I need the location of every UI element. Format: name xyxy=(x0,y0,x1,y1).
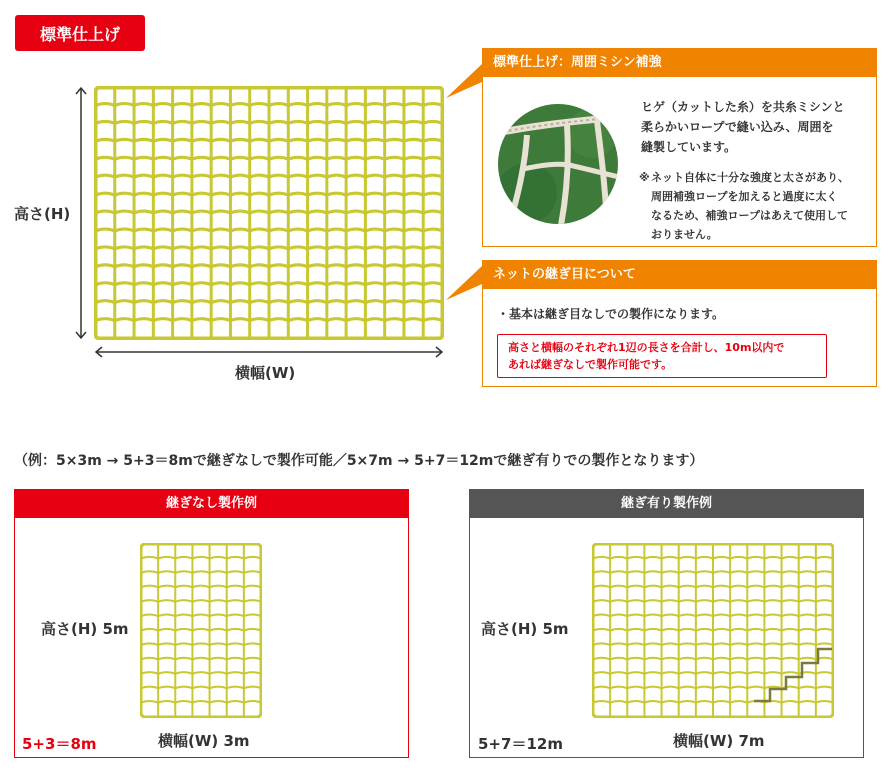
width-label: 横幅(W) xyxy=(235,364,296,382)
seam-width-label: 横幅(W) 7m xyxy=(673,732,765,750)
height-arrow-icon xyxy=(74,86,88,340)
note-mark: ※ xyxy=(639,171,650,184)
height-label: 高さ(H) xyxy=(14,205,71,223)
seam-title: ネットの継ぎ目について xyxy=(483,261,876,289)
seam-panel xyxy=(482,260,877,387)
edge-finish-note xyxy=(639,168,869,244)
desc-line: 縫製しています。 xyxy=(641,140,737,154)
no-seam-title: 継ぎなし製作例 xyxy=(15,490,408,518)
no-seam-height-label: 高さ(H) 5m xyxy=(41,620,129,638)
main-net-image xyxy=(94,86,444,340)
callout-pointer-seam xyxy=(444,266,484,302)
seam-line xyxy=(754,649,832,701)
desc-line: ヒゲ（カットした糸）を共糸ミシンと xyxy=(641,100,845,114)
width-arrow-icon xyxy=(94,345,444,359)
standard-finish-badge xyxy=(15,15,145,51)
no-seam-net-image xyxy=(140,543,262,718)
no-seam-formula: 5+3＝8m xyxy=(22,735,97,753)
note-line: なるため、補強ロープはあえて使用して xyxy=(651,209,849,222)
seam-net-image xyxy=(592,543,834,718)
condition-line: 高さと横幅のそれぞれ1辺の長さを合計し、10m以内で xyxy=(508,341,785,354)
edge-finish-panel xyxy=(482,48,877,247)
seam-height-label: 高さ(H) 5m xyxy=(481,620,569,638)
no-seam-width-label: 横幅(W) 3m xyxy=(158,732,250,750)
note-line: ネット自体に十分な強度と太さがあり、 xyxy=(651,171,849,184)
seam-example-title: 継ぎ有り製作例 xyxy=(470,490,863,518)
callout-pointer-edge xyxy=(444,64,484,100)
seam-bullet: ・基本は継ぎ目なしでの製作になります。 xyxy=(497,307,725,321)
note-line: 周囲補強ロープを加えると過度に太く xyxy=(651,190,838,203)
edge-finish-description xyxy=(641,97,845,157)
seam-condition-box xyxy=(497,334,827,378)
condition-line: あれば継ぎなしで製作可能です。 xyxy=(508,358,673,371)
net-closeup-photo xyxy=(497,103,619,225)
net-grid xyxy=(593,544,833,717)
seam-formula: 5+7＝12m xyxy=(478,735,563,753)
badge-label: 標準仕上げ xyxy=(39,24,120,44)
net-grid xyxy=(96,88,443,339)
edge-finish-title: 標準仕上げ：周囲ミシン補強 xyxy=(483,49,876,77)
note-line: おりません。 xyxy=(651,228,718,241)
net-grid xyxy=(141,544,261,717)
example-text: （例：5×3m → 5+3＝8mで継ぎなしで製作可能／5×7m → 5+7＝12mで継ぎ有りでの製作となります） xyxy=(14,453,704,469)
desc-line: 柔らかいロープで縫い込み、周囲を xyxy=(641,120,834,134)
